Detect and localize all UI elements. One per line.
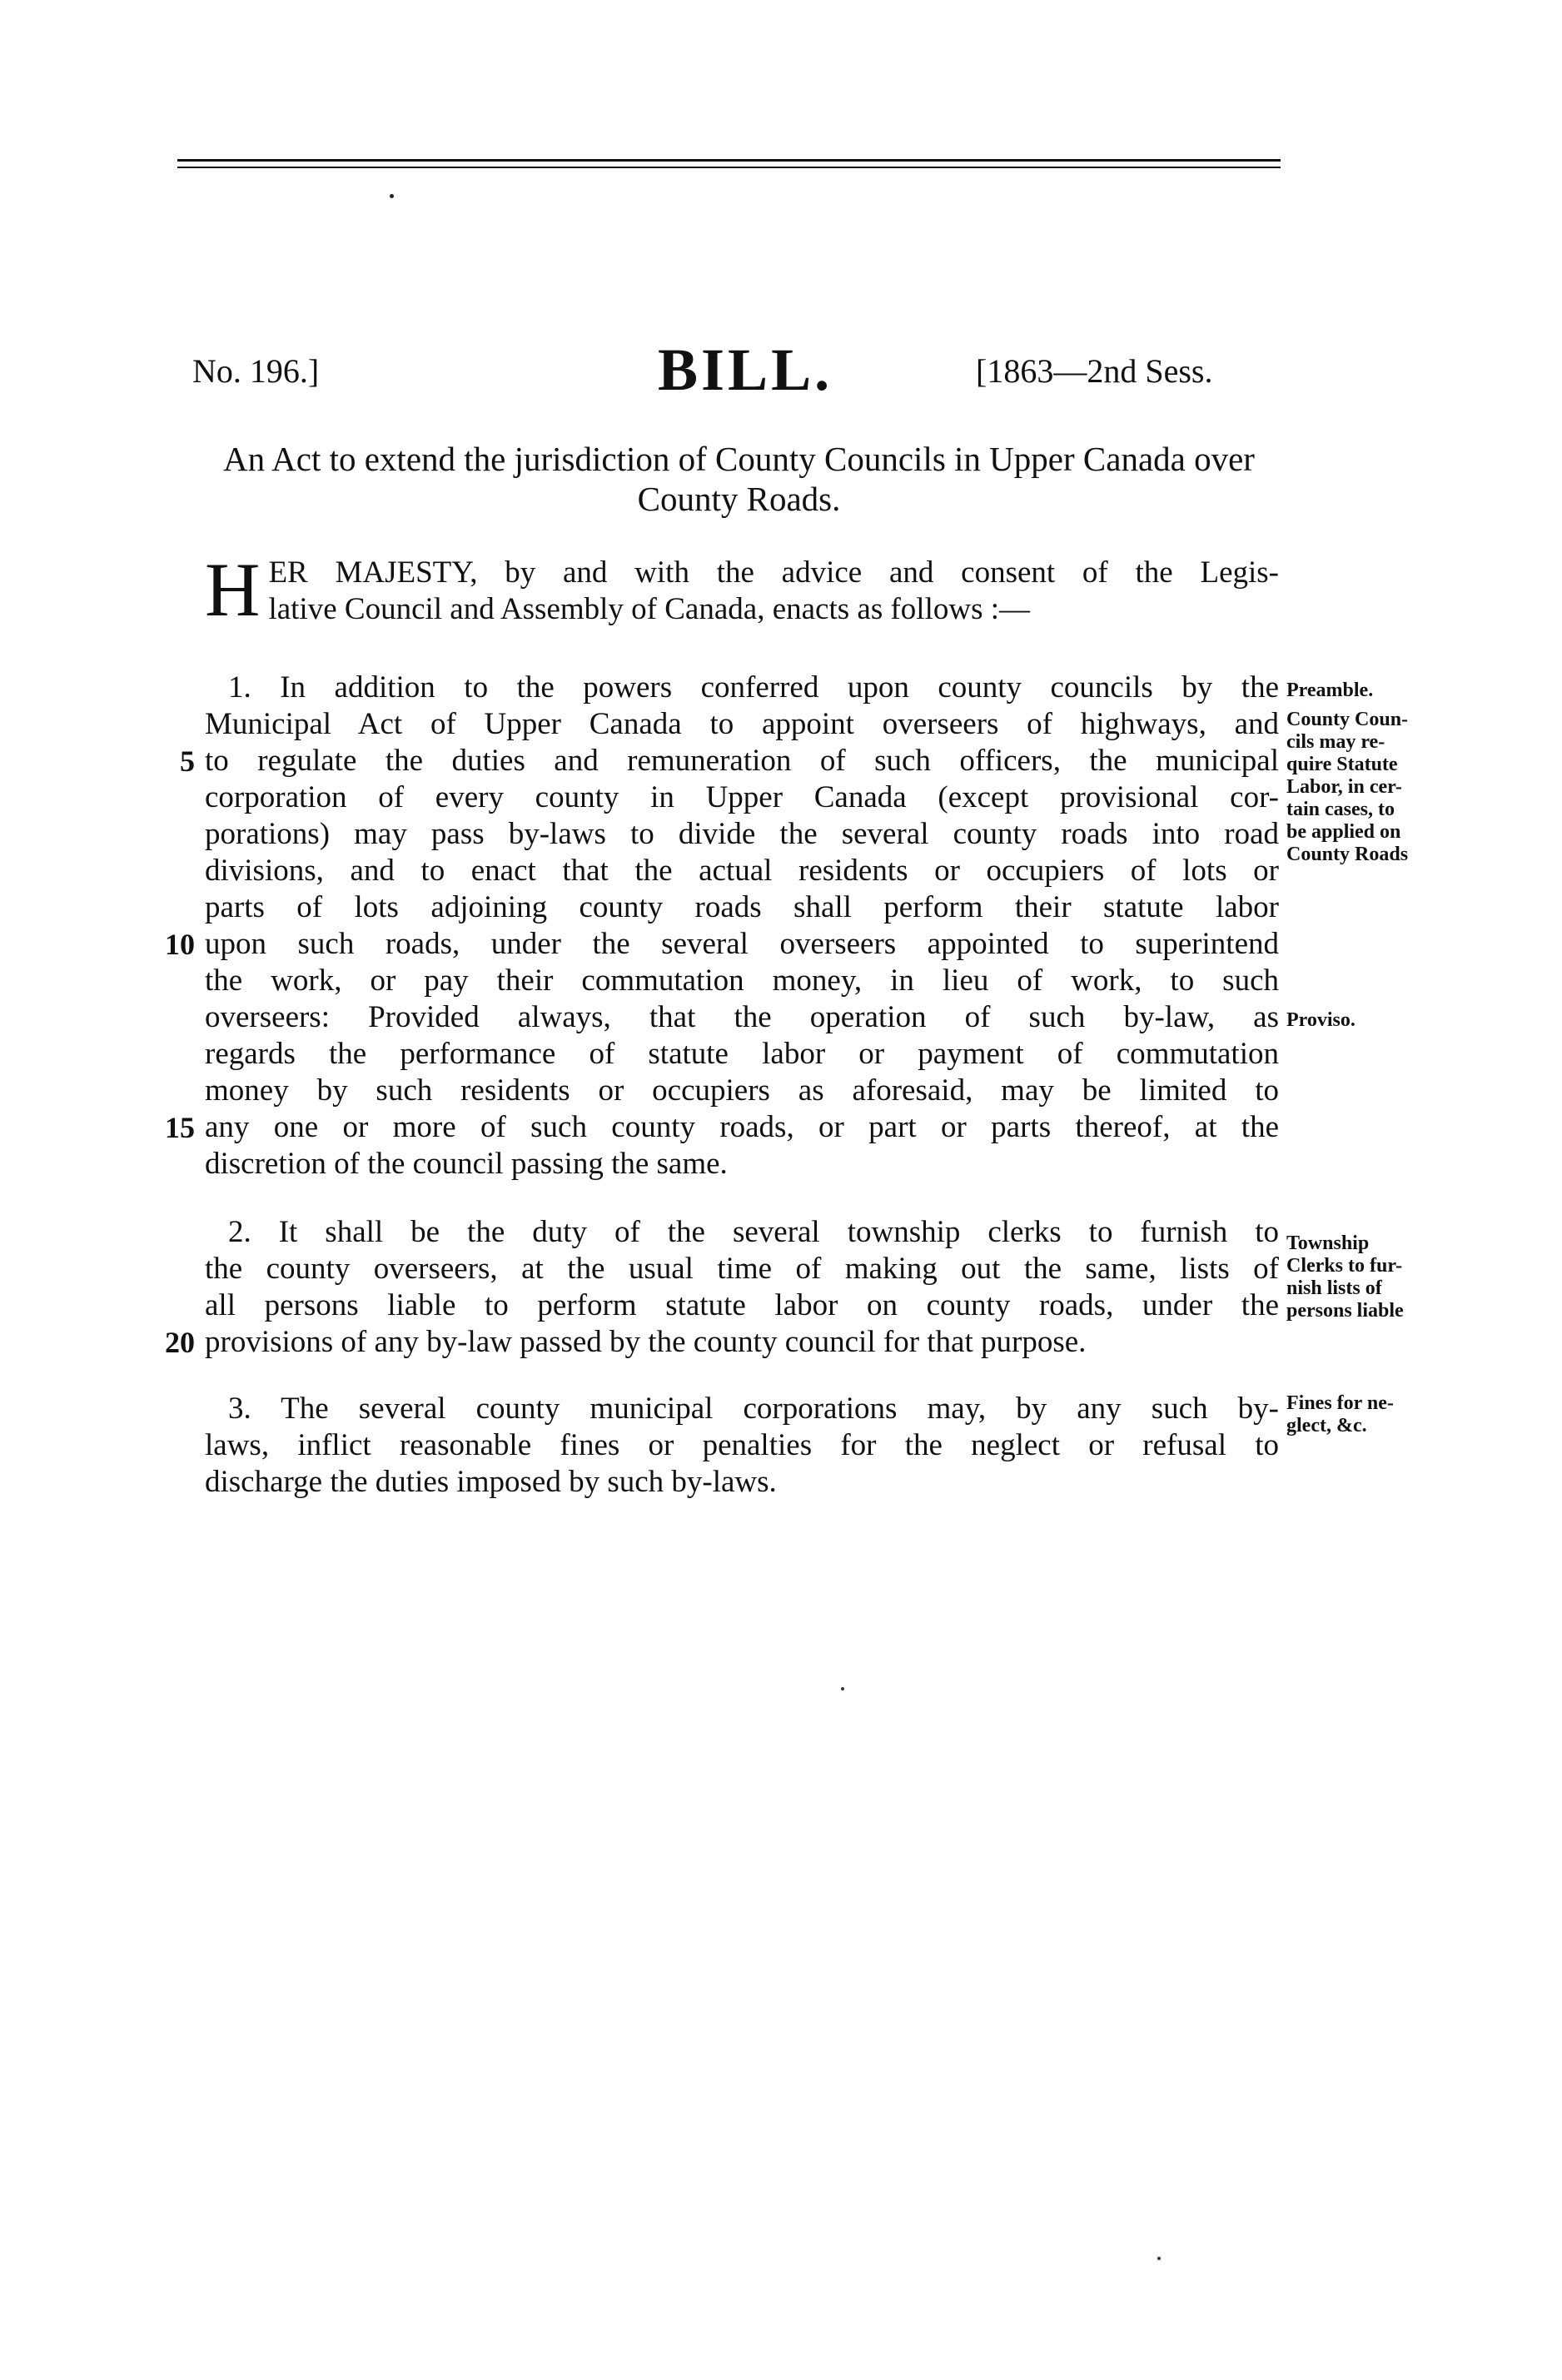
marginal-note-proviso: Proviso. — [1286, 1009, 1356, 1031]
marginal-note-line: Township — [1286, 1232, 1370, 1254]
marginal-note-line: tain cases, to — [1286, 799, 1395, 820]
marginal-note-line: County Roads — [1286, 844, 1409, 865]
enacting-clause — [205, 547, 1279, 632]
body-line: regards the performance of statute labor or payment of commutation — [205, 1037, 1279, 1071]
ornament-dot — [390, 194, 394, 198]
print-speck — [841, 1687, 844, 1690]
marginal-note-line: be applied on — [1286, 821, 1401, 843]
marginal-note-preamble: Preamble. — [1286, 680, 1374, 701]
body-line: corporation of every county in Upper Canada (except provisional cor- — [205, 780, 1279, 814]
body-line: 3. The several county municipal corporations may, by any such by- — [228, 1392, 1279, 1426]
act-title: An Act to extend the jurisdiction of County Councils in Upper Canada over County Roads. — [223, 440, 1255, 518]
body-line: provisions of any by-law passed by the county council for that purpose. — [205, 1325, 1087, 1359]
enacting-line: ER MAJESTY, by and with the advice and consent of the Legis- — [268, 555, 1279, 590]
body-line: laws, inflict reasonable fines or penalties for the neglect or refusal to — [205, 1428, 1279, 1462]
marginal-note-township-clerks — [1286, 1232, 1495, 1322]
marginal-note-line: County Coun- — [1286, 709, 1409, 730]
marginal-note-line: cils may re- — [1286, 731, 1385, 753]
marginal-note-line: Fines for ne- — [1286, 1392, 1394, 1414]
body-line: money by such residents or occupiers as aforesaid, may be limited to — [205, 1073, 1279, 1108]
body-line: 2. It shall be the duty of the several township clerks to furnish to — [228, 1215, 1279, 1249]
marginal-note-fines — [1286, 1392, 1495, 1437]
body-line: divisions, and to enact that the actual residents or occupiers of lots or — [205, 854, 1279, 888]
body-line: all persons liable to perform statute labor on county roads, under the — [205, 1288, 1279, 1322]
marginal-note-line: glect, &c. — [1286, 1415, 1367, 1436]
line-number: 5 — [180, 744, 195, 778]
body-line: overseers: Provided always, that the operation of such by-law, as — [205, 1000, 1279, 1034]
bill-heading: BILL. — [658, 336, 833, 403]
line-number: 10 — [165, 928, 195, 961]
marginal-note-line: quire Statute — [1286, 754, 1398, 775]
body-line: 1. In addition to the powers conferred upon county councils by the — [228, 670, 1279, 705]
enacting-line: lative Council and Assembly of Canada, enacts as follows :— — [268, 592, 1030, 626]
body-line: discharge the duties imposed by such by-laws. — [205, 1465, 777, 1499]
body-line: discretion of the council passing the same. — [205, 1147, 728, 1181]
line-number: 20 — [165, 1326, 195, 1359]
marginal-note-line: nish lists of — [1286, 1277, 1382, 1299]
body-line: to regulate the duties and remuneration of such officers, the municipal — [205, 744, 1279, 778]
session-label: [1863—2nd Sess. — [976, 352, 1213, 390]
body-line: the work, or pay their commutation money, in lieu of work, to such — [205, 963, 1279, 998]
print-speck — [1157, 2257, 1161, 2260]
body-line: parts of lots adjoining county roads shall perform their statute labor — [205, 890, 1279, 924]
line-number: 15 — [165, 1111, 195, 1144]
marginal-note-line: persons liable — [1286, 1300, 1404, 1322]
top-rule — [177, 159, 1281, 162]
body-line: Municipal Act of Upper Canada to appoint overseers of highways, and — [205, 707, 1279, 741]
body-line: any one or more of such county roads, or part or parts thereof, at the — [205, 1110, 1279, 1144]
marginal-note-line: Clerks to fur- — [1286, 1255, 1403, 1277]
drop-cap: H — [205, 547, 261, 632]
body-line: porations) may pass by-laws to divide the several county roads into road — [205, 817, 1279, 851]
body-line: the county overseers, at the usual time of making out the same, lists of — [205, 1252, 1279, 1286]
top-rule-second — [177, 167, 1281, 168]
body-line: upon such roads, under the several overseers appointed to superintend — [205, 927, 1279, 961]
marginal-note-line: Labor, in cer- — [1286, 776, 1402, 798]
bill-number: No. 196.] — [192, 352, 320, 390]
marginal-note-county-roads — [1286, 709, 1495, 866]
